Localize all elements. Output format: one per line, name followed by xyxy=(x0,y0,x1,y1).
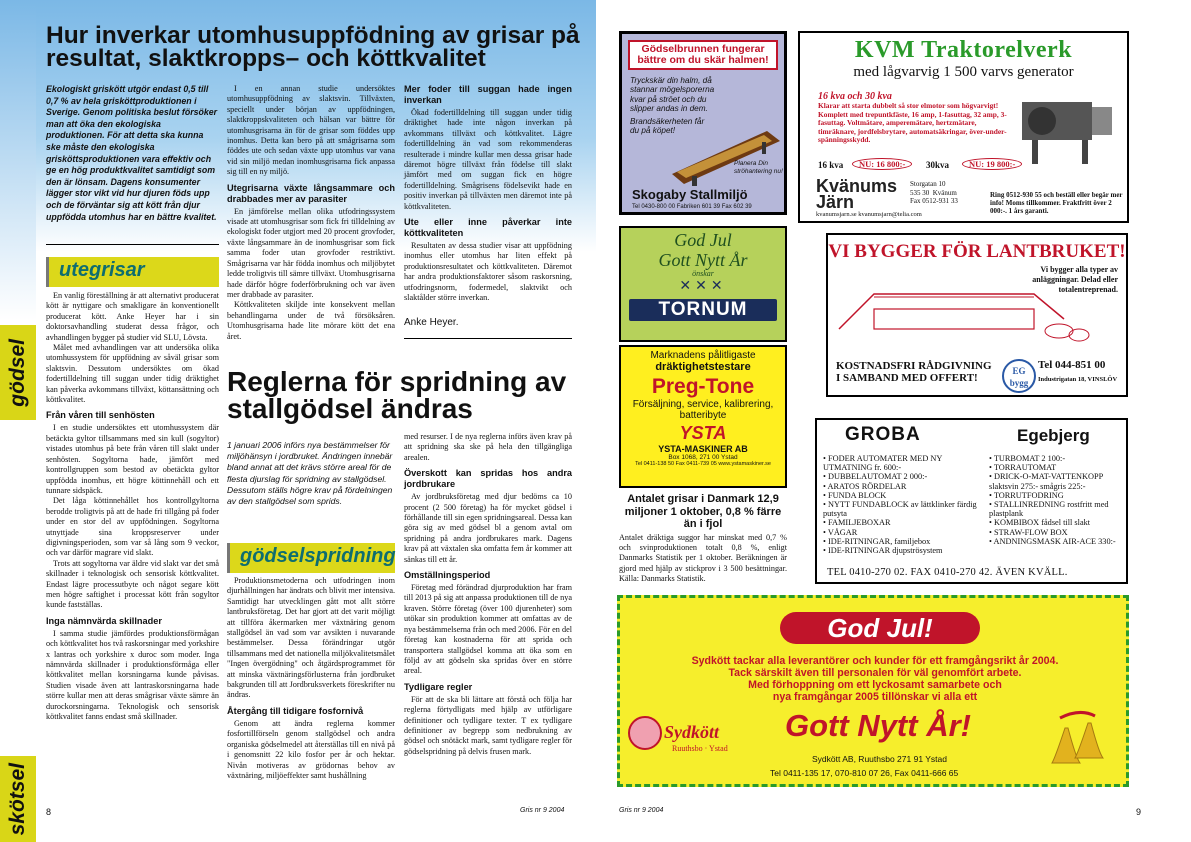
price-30-badge: NU: 19 800:- xyxy=(962,158,1022,170)
list-item: • FAMILJEBOXAR xyxy=(823,518,891,528)
paragraph: Av jordbruksföretag med djur bedöms ca 10 procent (2 500 företag) ha för mycket gödsel i förhållande till sin egen spridningsareal. Dessa kan göra sig av med gödsel bl a genom avtal om spridning på andra jordbrukares mark. Dagens krav på att växtalen ska omfatta fem år kommer att sänkas till ett år. xyxy=(404,492,572,564)
egebjerg-list xyxy=(989,454,1127,546)
ad-web: kvanumsjarn.se kvanumsjarn@telia.com xyxy=(816,211,922,218)
denmark-stat xyxy=(619,493,787,585)
list-item: • DUBBELAUTOMAT 2 000:- xyxy=(823,472,928,482)
intro-text-2: 1 januari 2006 införs nya bestämmelser för miljöhänsyn i jordbruket. Ändringen innebär bland annat att det krävs större areal för de flesta djurslag för spridning av stallgödsel. Dessutom ställs högre krav på fördelningen av den stallgödsel som sprids. xyxy=(227,440,393,507)
ad-offer: KOSTNADSFRI RÅDGIVNING I SAMBAND MED OFFERT! xyxy=(836,360,992,384)
paragraph: Ökad fodertilldelning till suggan under tidig dräktighet hade inte någon inverkan på avkommans tillväxt och köttkvalitet. Lägre fodertilldelning än vad som rekommenderas resulterade i mindre kullar men dessa grisar hade däremot högre tillväxt från födelse till slakt jämfört med om suggan fick en högre fodertilldelning. Smågrisens födelsevikt hade en positiv inverkan på tillväxten men däremot inte på köttkvaliteten. xyxy=(404,108,572,211)
paragraph: Målet med avhandlingen var att undersöka olika utomhussystem för uppfödning av såväl grisar som slaktsvin. Dessutom undersöktes om ökad fodertilldelning till suggan under tidig dräktighet kan påverka avkommans tillväxt, köttansättning och köttkvalitet. xyxy=(46,343,219,405)
paragraph: Genom att ändra reglerna kommer fosfortillförseln genom stallgödsel och andra organiska gödselmedel att återställas till en nivå på i genomsnitt 22 kilo fosfor per år och hektar. Nivån motiveras av grödornas behov av växtnäring, miljöeffekter samt hushållning xyxy=(227,718,395,780)
paragraph: Det låga köttinnehållet hos kontrollgyltorna berodde troligtvis på att de hade fri tillgång på foder under en stor del av uppfödningen. Sogyltorna utnyttjade sina kroppsreserver under digivningsperioden, som var så lång som 9 veckor, och var därför magrare vid slakt. xyxy=(46,496,219,558)
page-number: 9 xyxy=(1136,807,1142,817)
ad-top: Marknadens pålitligaste xyxy=(650,350,756,361)
paragraph: Resultaten av dessa studier visar att uppfödning inomhus eller utomhus har liten effekt på produktionsresultatet och köttkvaliteten. Däremot har andra produktionsfaktorer såsom raskorsning, utfodringsnorm, fodermedel, slaktvikt och slaktålder större inverkan. xyxy=(404,241,572,303)
gott-nytt-ar: Gott Nytt År! xyxy=(785,708,971,743)
section-band-utegrisar xyxy=(46,257,219,287)
god-jul-banner xyxy=(780,612,980,644)
subheading: Mer foder till suggan hade ingen inverkan xyxy=(404,84,572,105)
list-item: • NYTT FUNDABLOCK av lättklinker färdig putsyta xyxy=(823,500,977,519)
tornum-ad xyxy=(619,226,787,342)
ad-tel: Tel 044-851 00 xyxy=(1038,359,1106,371)
ad-side-text: Vi bygger alla typer av anläggningar. Delad eller totalentreprenad. xyxy=(1032,265,1118,294)
ad-body: Sydkött tackar alla leverantörer och kunder för ett framgångsrikt år 2004. Tack särskilt även till personalen för väl genomfört arbete. Med förhoppning om ett lyckosamt samarbete och nya framgångar 2005 tillönskar vi alla ett xyxy=(691,655,1059,703)
side-tab-label: gödsel xyxy=(6,338,29,407)
paragraph: En jämförelse mellan olika utfodringssystem visade att utomhusgrisar som fick fri tilldelning av ekologiskt foder utgjort med 20 procent grovfoder, växte långsammare än de inomhusgrisar som fick samma foder utan grovfoder restriktivt. Smågrisarna var här födda inomhus och miljöbytet ledde troligtvis till sämre tillväxt. Utomhusgrisarna hade därför högre foderförbrukning och var även mer drabbade av parasiter. xyxy=(227,206,395,299)
page-footer: Gris nr 9 2004 xyxy=(520,807,565,814)
list-item: • FODER AUTOMATER MED NY UTMATNING fr. 600:- xyxy=(823,454,943,473)
banner-text: God Jul! xyxy=(827,613,933,643)
ad-address: Storgatan 10 535 30 Kvänum Fax 0512-931 33 xyxy=(910,180,958,205)
price-16-label: 16 kva xyxy=(818,160,844,170)
subheading: Tydligare regler xyxy=(404,681,473,692)
ysta-logo: YSTA xyxy=(679,423,727,443)
groba-egebjerg-ad xyxy=(815,418,1128,584)
generator-image xyxy=(1012,87,1122,167)
list-item: • IDE-RITNINGAR djupströsystem xyxy=(823,546,943,556)
article-title-2: Reglerna för spridning av stallgödsel ändras xyxy=(227,366,567,424)
paragraph: Trots att sogyltorna var äldre vid slakt var det små skillnader i teknologisk och sensorisk köttkvalitet. Endast lägre processutbyte och något segare kött men högre saftighet i processat kött från sogyltor kunde fastställas. xyxy=(46,558,219,610)
author-name: Anke Heyer. xyxy=(404,316,459,328)
pig-logo xyxy=(628,716,662,750)
section-band-godselspridning xyxy=(227,543,395,573)
ad-contact: Tel 0411-135 17, 070-810 07 26, Fax 0411-666 65 xyxy=(770,768,959,778)
skogaby-ad xyxy=(619,31,787,215)
ad-brand: TORNUM xyxy=(629,299,777,321)
groba-list xyxy=(823,454,983,555)
ad-body: Klarar att starta dubbelt så stor elmotor som högvarvigt! Komplett med trepuntkfäste, 16 amp, 1-fasuttag, 32 amp, 3-fasuttag. Voltmätare, amperemätare, hertzmätare, timräknare, jordfelsbrytare, automatsäkringar, över-under-spänningsskydd. xyxy=(818,101,1007,145)
list-item: • TORRAUTOMAT xyxy=(989,463,1057,473)
list-item: • STALLINREDNING rostfritt med plastplank xyxy=(989,500,1109,519)
subheading: Återgång till tidigare fosfornivå xyxy=(227,705,364,716)
side-tab-top-strip xyxy=(0,0,36,320)
bells-icon xyxy=(1050,708,1110,778)
price-16-badge: NU: 16 800:- xyxy=(852,158,912,170)
list-item: • VÅGAR xyxy=(823,527,858,537)
band-label: gödselspridning xyxy=(240,545,396,567)
ad-title: VI BYGGER FÖR LANTBRUKET! xyxy=(828,241,1126,262)
paragraph: Produktionsmetoderna och utfodringen inom djurhållningen har ändrats och blivit mer intensiva. Samtidigt har utvecklingen gått mot allt större lantbruksföretag. Det har gjort att det varit möjligt att tillföra åkermarken mer växtnäring genom stallgödsel än vad som var avsikten i nuvarande bestämmelser. Dessa förändringar utgör tillsammans med det nationella miljökvalitetsmålet "Ingen övergödning" och åtgärdsprogrammet för att minska växtnäringsförlusterna från jordbruket bakgrunden till att Jordbruksverkets föreskrifter nu ändras. xyxy=(227,576,395,700)
paragraph: Köttkvaliteten skiljde inte konsekvent mellan behandlingarna under de två försöksåren. Utomhusgrisarna hade lite mörare kött det ena året. xyxy=(227,300,395,341)
ad-company: YSTA-MASKINER AB xyxy=(658,444,748,454)
side-tab-skotsel xyxy=(0,756,36,842)
page-title: Hur inverkar utomhusuppfödning av grisar på resultat, slaktkropps– och köttkvalitet xyxy=(46,22,580,72)
birds-icon: ✕✕✕ xyxy=(679,279,727,294)
barn-drawing xyxy=(834,269,1094,349)
side-tab-label: skötsel xyxy=(6,762,29,836)
ad-contact: Tel 0430-800 00 Fabriken 601 39 Fax 602 39 xyxy=(632,204,752,210)
paragraph: I en studie undersöktes ett utomhussystem där betäckta gyltor tillsammans med sin kull (sogyltor) vistades utomhus på bete från våren till slakt under senhösten. Sogyltorna hade, jämfört med kontrollgruppen som bestod av obetäckta gyltor uppfödda inomhus, ett högre köttinnehåll och ett tunnare sidspäck. xyxy=(46,423,219,495)
ad-address: Sydkött AB, Ruuthsbo 271 91 Ystad xyxy=(812,754,947,764)
egebjerg-logo: Egebjerg xyxy=(1017,426,1090,445)
logo-text: EG bygg xyxy=(1009,366,1029,388)
list-item: • ANDNINGSMASK AIR-ACE 330:- xyxy=(989,536,1116,546)
preg-tone-ad xyxy=(619,345,787,488)
paragraph: För att de ska bli lättare att förstå och följa har reglerna förtydligats med hjälp av utförligare definitioner och tydligare texter. T ex tydligare definitioner av begrepp som nedbrukning av gödsel och snötäckt mark, samt tydligare regler för gödselspridning på delvis frusen mark. xyxy=(404,694,572,756)
ad-line2: Gott Nytt År xyxy=(658,250,748,270)
column-3-bottom xyxy=(404,432,572,757)
sydkott-logo: Sydkött xyxy=(664,722,720,742)
column-2-bottom xyxy=(227,576,395,781)
page-number: 8 xyxy=(46,807,52,817)
subheading: Utegrisarna växte långsammare och drabbades mer av parasiter xyxy=(227,182,395,204)
sydkott-logo-sub: Ruuthsbo · Ystad xyxy=(672,744,728,753)
ad-sub: Försäljning, service, kalibrering, batteribyte xyxy=(632,399,774,421)
ad-box: Box 1068, 271 00 Ystad xyxy=(668,454,738,461)
list-item: • FUNDA BLOCK xyxy=(823,490,887,500)
straw-machine-image xyxy=(672,126,782,186)
list-item: • TORRUTFODRING xyxy=(989,490,1064,500)
ad-subtitle: med lågvarvig 1 500 varvs generator xyxy=(853,64,1074,80)
ad-text: Tryckskär din halm, då stannar mögelsporerna kvar på ströet och du slipper andas in dem. xyxy=(630,76,715,114)
price-30-label: 30kva xyxy=(926,160,950,170)
ad-brand: Skogaby Stallmiljö xyxy=(632,187,748,202)
kvanum-logo: Kvänums Järn xyxy=(816,176,898,212)
ad-contact: Tel 0411-138 50 Fax 0411-739 05 www.ystamaskiner.se xyxy=(635,461,771,467)
groba-logo: GROBA xyxy=(845,424,921,445)
subheading: Ute eller inne påverkar inte köttkvaliteten xyxy=(404,217,572,239)
ad-tel: TEL 0410-270 02. FAX 0410-270 42. ÄVEN KVÄLL. xyxy=(827,567,1068,578)
list-item: • STRAW-FLOW BOX xyxy=(989,527,1068,537)
subheading: Från våren till senhösten xyxy=(46,410,155,421)
subheading: Överskott kan spridas hos andra jordbrukare xyxy=(404,468,572,490)
ad-line1: God Jul xyxy=(674,230,732,250)
paragraph: En vanlig föreställning är att alternativt producerat kött är nyttigare och smakligare än konventionellt producerat kött. Anke Heyer har i sin doktorsavhandling studerat dessa frågor, och avhandlingen bygger på studier vid SLU, Lövsta. xyxy=(46,291,219,342)
page-footer: Gris nr 9 2004 xyxy=(619,807,664,814)
list-item: • IDE-RITNINGAR, familjebox xyxy=(823,536,931,546)
column-1 xyxy=(46,291,219,722)
side-tab-godsel xyxy=(0,325,36,420)
list-item: • TURBOMAT 2 100:- xyxy=(989,454,1066,463)
ad-text: Brandsäkerheten får du på köpet! xyxy=(630,116,705,136)
stat-title: Antalet grisar i Danmark 12,9 miljoner 1 oktober, 0,8 % färre än i fjol xyxy=(624,493,782,530)
ad-kva: 16 kva och 30 kva xyxy=(818,91,892,102)
ad-brand: Preg-Tone xyxy=(651,375,755,398)
kvm-ad xyxy=(798,31,1129,223)
paragraph: Företag med förändrad djurproduktion har fram till 2013 på sig att anpassa produktionen till de nya kraven. Större företag (över 100 djurenheter) som utökar sin produktion kommer att omfattas av de nya bestämmelserna från och med 2006. För en del företag kan kostnaderna för att sprida och transportera stallgödsel komma att öka som en följd av att gödseln ska spridas över en större areal. xyxy=(404,583,572,676)
eg-bygg-ad xyxy=(826,233,1128,397)
eg-logo xyxy=(1002,359,1036,393)
intro-text: Ekologiskt griskött utgör endast 0,5 till 0,7 % av hela grisköttproduktionen i Sverige. Genom politiska beslut försöker man att öka den ekologiska produktionen. För att detta ska kunna ske måste den ekologiska grisköttsproduktionen vara effektiv och ge en hög produktkvalitet samtidigt som den är lönsam. Dagens konsumenter lägger stor vikt vid hur djuren föds upp och de förväntar sig att kött från djur uppfödda utomhus har en bättre kvalitet. xyxy=(46,84,218,222)
paragraph: I samma studie jämfördes produktionsförmågan och köttkvalitet hos två raskorsningar med yorkshire x lantras och yorkshire x duroc som moder. Inga nämnvärda skillnader i produktionsförmåga eller köttkvalitet mellan korsningarna kunde påvisas. Studien visade även att lantraskorsningarna hade större kullar men att deras smågrisar växte sämre än durockorsningarna. Teknologisk och sensorisk köttkvalitet fanns endast små skillnader. xyxy=(46,628,219,722)
column-3-top xyxy=(404,84,572,328)
paragraph: med resurser. I de nya reglerna införs även krav på att spridning ska ske på hela den tillgängliga arealen. xyxy=(404,432,572,462)
ad-caption: Planera Din ströhantering nu! xyxy=(734,160,783,175)
sydkott-ad xyxy=(617,595,1129,787)
rule xyxy=(404,338,572,339)
ad-addr: Industrigatan 18, VINSLÖV xyxy=(1038,376,1118,383)
list-item: • DRICK-O-MAT-VATTENKOPP slaktsvin 275:- smågris 225:- xyxy=(989,472,1103,491)
stat-body: Antalet dräktiga suggor har minskat med 0,7 % och svinproduktionen totalt 0,8 %, enligt Danmarks Statistik per 1 oktober. Beräkningen är gjord med hjälp av stickprov i 3 500 besättningar. Källa: Danmarks Statistik. xyxy=(619,532,787,584)
subheading: Inga nämnvärda skillnader xyxy=(46,615,162,626)
column-2-top xyxy=(227,84,395,342)
ad-title: KVM Traktorelverk xyxy=(854,37,1073,63)
paragraph: I en annan studie undersöktes utomhusuppfödning av slaktsvin. Tillväxten, speciellt under början av uppfödningen, slaktkroppskvaliteten och hälsan var bättre för utomhusgrisarna än för de grisar som föddes upp inomhus. Detta kan bero på att smågrisarna som föddes ute och sedan växte upp utomhus var vana vid sin miljö medan inomhusgrisarna fick anpassa sig till en ny miljö. xyxy=(227,84,395,177)
band-label: utegrisar xyxy=(59,259,145,281)
subheading: Omställningsperiod xyxy=(404,570,491,581)
intro-rule xyxy=(46,244,219,245)
ad-headline: Gödselbrunnen fungerar bättre om du skär halmen! xyxy=(628,40,778,70)
list-item: • KOMBIBOX fådsel till slakt xyxy=(989,518,1091,528)
list-item: • ARATOS RÖRDELAR xyxy=(823,481,907,491)
ad-top2: dräktighetstestare xyxy=(655,361,751,373)
ad-ring: Ring 0512-930 55 och beställ eller begär mer info! Moms tillkommer. Fraktfritt över 2 000:-. 1 års garanti. xyxy=(990,191,1123,216)
ad-line3: önskar xyxy=(692,269,714,278)
